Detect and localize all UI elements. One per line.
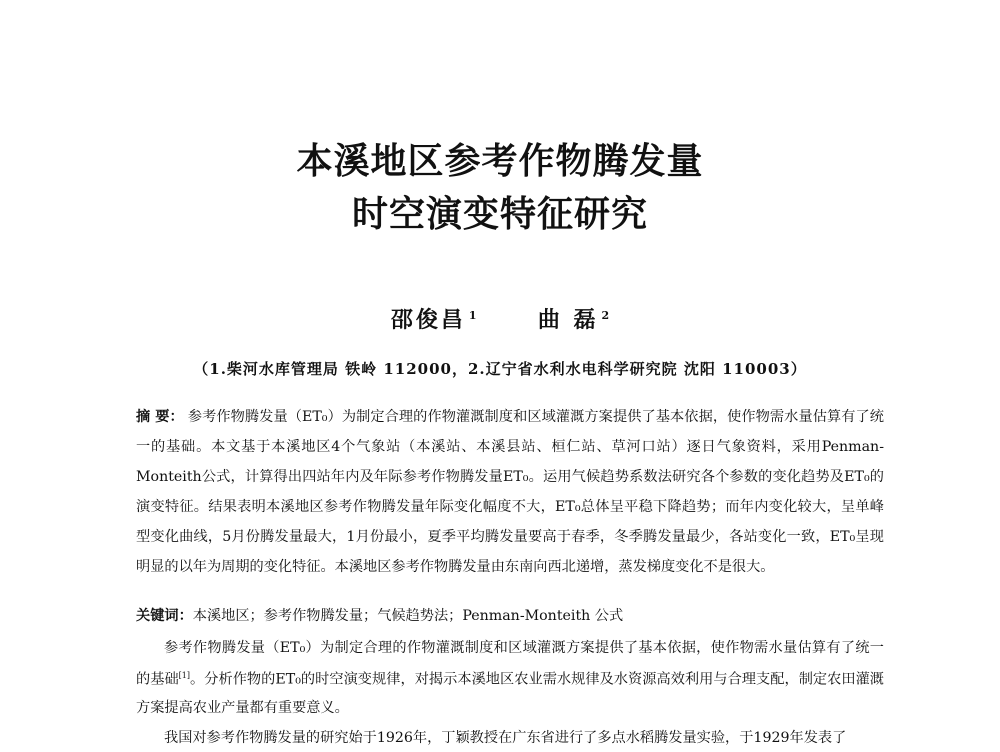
paper-title-line-1: 本溪地区参考作物腾发量 — [296, 141, 704, 182]
author-affiliation-mark: 1 — [468, 308, 477, 322]
paragraph-text: 参考作物腾发量（ET₀）为制定合理的作物灌溉制度和区域灌溉方案提供了基本依据，使作物需水量估算有了统一的基础 — [136, 640, 884, 688]
citation-ref: [1] — [178, 671, 191, 680]
author-list — [0, 303, 1000, 334]
paper-title-line-2: 时空演变特征研究 — [351, 194, 648, 235]
author-name: 邵俊昌 — [390, 307, 466, 333]
abstract — [136, 402, 884, 582]
body-paragraph-2: 我国对参考作物腾发量的研究始于1926年，丁颖教授在广东省进行了多点水稻腾发量实验，于1929年发表了 — [164, 729, 847, 746]
author-name: 曲 磊 — [537, 307, 599, 333]
affiliation-line: （1.柴河水库管理局 铁岭 112000，2.辽宁省水利水电科学研究院 沈阳 110003） — [193, 360, 807, 378]
keywords-label: 关键词： — [136, 608, 193, 624]
paragraph-text: 。分析作物的ET₀的时空演变规律，对揭示本溪地区农业需水规律及水资源高效利用与合理支配，制定农田灌溉方案提高农业产量都有重要意义。 — [136, 671, 884, 716]
keywords-text: 本溪地区；参考作物腾发量；气候趋势法；Penman-Monteith 公式 — [192, 608, 624, 624]
abstract-label: 摘 要： — [136, 409, 184, 425]
keywords — [136, 606, 884, 626]
body-paragraph-1 — [136, 634, 884, 722]
abstract-text: 参考作物腾发量（ET₀）为制定合理的作物灌溉制度和区域灌溉方案提供了基本依据，使作物需水量估算有了统一的基础。本文基于本溪地区4个气象站（本溪站、本溪县站、桓仁站、草河口站）逐日气象资料，采用Penman-Monteith公式，计算得出四站年内及年际参考作物腾发量ET₀。运用气候趋势系数法研究各个参数的变化趋势及ET₀的演变特征。结果表明本溪地区参考作物腾发量年际变化幅度不大，ET₀总体呈平稳下降趋势；而年内变化较大，呈单峰型变化曲线，5月份腾发量最大，1月份最小，夏季平均腾发量要高于春季，冬季腾发量最少，各站变化一致，ET₀呈现明显的以年为周期的变化特征。本溪地区参考作物腾发量由东南向西北递增，蒸发梯度变化不是很大。 — [136, 409, 884, 575]
author-affiliation-mark: 2 — [601, 308, 610, 322]
body-text — [136, 634, 884, 752]
